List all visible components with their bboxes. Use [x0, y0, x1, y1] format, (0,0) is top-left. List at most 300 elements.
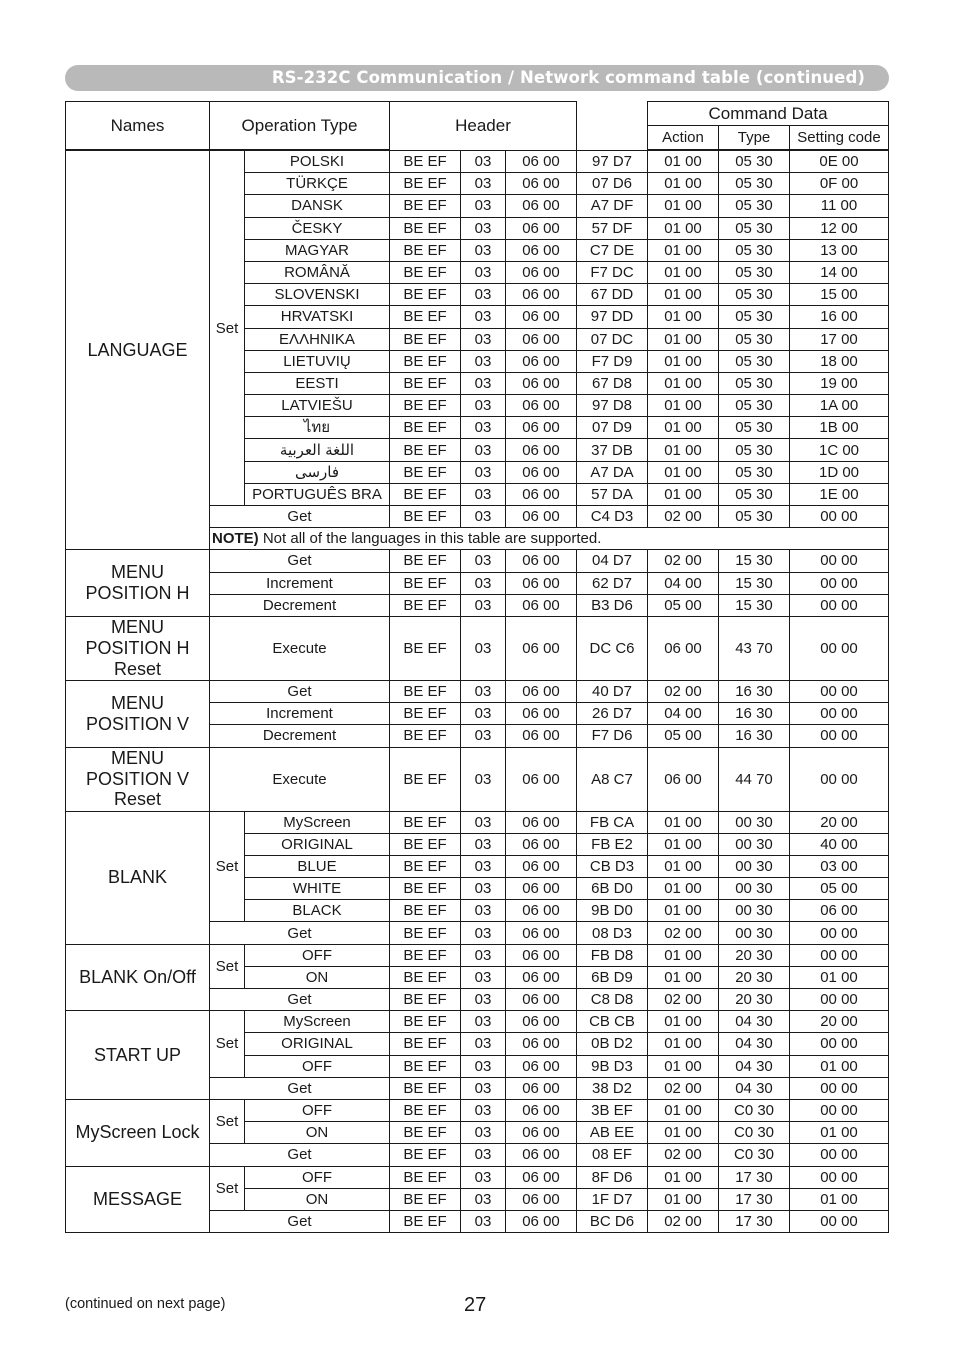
operation-cell: ON [245, 1188, 390, 1210]
type-cell: 16 30 [719, 680, 790, 702]
header-bytes-1: BE EF [390, 483, 461, 505]
operation-cell: Get [210, 680, 390, 702]
action-cell: 04 00 [648, 703, 719, 725]
header-bytes-2: 03 [461, 151, 506, 173]
type-cell: 43 70 [719, 616, 790, 680]
operation-cell: ON [245, 966, 390, 988]
crc-cell: A7 DA [577, 461, 648, 483]
command-table [65, 150, 889, 1233]
type-cell: 00 30 [719, 922, 790, 944]
header-bytes-1: BE EF [390, 572, 461, 594]
header-bytes-3: 06 00 [506, 239, 577, 261]
header-bytes-3: 06 00 [506, 680, 577, 702]
crc-cell: CB CB [577, 1011, 648, 1033]
header-bytes-1: BE EF [390, 747, 461, 811]
setting-code-cell: 00 00 [790, 1077, 889, 1099]
header-bytes-2: 03 [461, 195, 506, 217]
setting-code-cell: 01 00 [790, 966, 889, 988]
header-bytes-3: 06 00 [506, 833, 577, 855]
setting-code-cell: 00 00 [790, 1099, 889, 1121]
header-bytes-1: BE EF [390, 217, 461, 239]
type-cell: 05 30 [719, 350, 790, 372]
crc-cell: 40 D7 [577, 680, 648, 702]
operation-cell: Get [210, 550, 390, 572]
crc-cell: 67 DD [577, 284, 648, 306]
operation-cell: BLACK [245, 900, 390, 922]
table-row [66, 151, 889, 173]
crc-cell: C4 D3 [577, 506, 648, 528]
header-type: Type [719, 126, 790, 150]
crc-cell: C8 D8 [577, 989, 648, 1011]
setting-code-cell: 15 00 [790, 284, 889, 306]
type-cell: 04 30 [719, 1077, 790, 1099]
header-bytes-3: 06 00 [506, 1055, 577, 1077]
type-cell: 05 30 [719, 284, 790, 306]
action-cell: 01 00 [648, 173, 719, 195]
crc-cell: 07 D6 [577, 173, 648, 195]
operation-cell: ROMÂNĂ [245, 261, 390, 283]
header-bytes-3: 06 00 [506, 350, 577, 372]
crc-cell: 6B D9 [577, 966, 648, 988]
crc-cell: 08 EF [577, 1144, 648, 1166]
header-bytes-2: 03 [461, 173, 506, 195]
header-bytes-3: 06 00 [506, 306, 577, 328]
header-bytes-3: 06 00 [506, 284, 577, 306]
command-name: MENU POSITION V Reset [66, 747, 210, 811]
setting-code-cell: 0F 00 [790, 173, 889, 195]
header-bytes-1: BE EF [390, 173, 461, 195]
operation-cell: ไทย [245, 417, 390, 439]
action-cell: 02 00 [648, 1144, 719, 1166]
header-bytes-3: 06 00 [506, 855, 577, 877]
setting-code-cell: 00 00 [790, 1166, 889, 1188]
header-bytes-3: 06 00 [506, 461, 577, 483]
header-bytes-1: BE EF [390, 350, 461, 372]
crc-cell: 62 D7 [577, 572, 648, 594]
type-cell: 05 30 [719, 461, 790, 483]
action-cell: 01 00 [648, 439, 719, 461]
setting-code-cell: 00 00 [790, 1210, 889, 1232]
setting-code-cell: 00 00 [790, 572, 889, 594]
header-bytes-3: 06 00 [506, 372, 577, 394]
action-cell: 02 00 [648, 1077, 719, 1099]
type-cell: 05 30 [719, 506, 790, 528]
header-bytes-1: BE EF [390, 680, 461, 702]
type-cell: 05 30 [719, 483, 790, 505]
header-bytes-3: 06 00 [506, 944, 577, 966]
type-cell: 05 30 [719, 239, 790, 261]
operation-cell: Decrement [210, 594, 390, 616]
header-bytes-2: 03 [461, 1166, 506, 1188]
type-cell: 04 30 [719, 1055, 790, 1077]
header-bytes-3: 06 00 [506, 989, 577, 1011]
header-bytes-3: 06 00 [506, 151, 577, 173]
action-cell: 01 00 [648, 483, 719, 505]
table-row [66, 811, 889, 833]
crc-cell: 07 DC [577, 328, 648, 350]
header-bytes-2: 03 [461, 616, 506, 680]
header-bytes-1: BE EF [390, 1055, 461, 1077]
setting-code-cell: 00 00 [790, 594, 889, 616]
crc-cell: 08 D3 [577, 922, 648, 944]
crc-cell: F7 DC [577, 261, 648, 283]
header-header: Header [390, 102, 577, 150]
header-bytes-2: 03 [461, 306, 506, 328]
crc-cell: FB E2 [577, 833, 648, 855]
header-bytes-2: 03 [461, 1077, 506, 1099]
crc-cell: 8F D6 [577, 1166, 648, 1188]
setting-code-cell: 18 00 [790, 350, 889, 372]
header-bytes-2: 03 [461, 1055, 506, 1077]
crc-cell: DC C6 [577, 616, 648, 680]
header-bytes-2: 03 [461, 506, 506, 528]
setting-code-cell: 13 00 [790, 239, 889, 261]
header-bytes-3: 06 00 [506, 328, 577, 350]
crc-cell: CB D3 [577, 855, 648, 877]
header-bytes-1: BE EF [390, 284, 461, 306]
setting-code-cell: 00 00 [790, 550, 889, 572]
action-cell: 06 00 [648, 747, 719, 811]
header-bytes-2: 03 [461, 833, 506, 855]
header-bytes-2: 03 [461, 572, 506, 594]
setting-code-cell: 20 00 [790, 811, 889, 833]
operation-cell: ON [245, 1122, 390, 1144]
header-crc-gap [577, 102, 648, 150]
page-number: 27 [464, 1294, 487, 1316]
header-bytes-2: 03 [461, 550, 506, 572]
action-cell: 01 00 [648, 151, 719, 173]
header-bytes-2: 03 [461, 328, 506, 350]
type-cell: 05 30 [719, 151, 790, 173]
header-bytes-2: 03 [461, 922, 506, 944]
set-label: Set [210, 1011, 245, 1078]
action-cell: 01 00 [648, 833, 719, 855]
crc-cell: 37 DB [577, 439, 648, 461]
operation-cell: Increment [210, 572, 390, 594]
header-bytes-1: BE EF [390, 1033, 461, 1055]
operation-cell: MyScreen [245, 1011, 390, 1033]
crc-cell: A7 DF [577, 195, 648, 217]
type-cell: C0 30 [719, 1122, 790, 1144]
operation-cell: OFF [245, 1055, 390, 1077]
header-bytes-1: BE EF [390, 239, 461, 261]
header-bytes-1: BE EF [390, 417, 461, 439]
header-bytes-2: 03 [461, 944, 506, 966]
action-cell: 01 00 [648, 1166, 719, 1188]
header-bytes-2: 03 [461, 1033, 506, 1055]
setting-code-cell: 20 00 [790, 1011, 889, 1033]
crc-cell: F7 D6 [577, 725, 648, 747]
type-cell: 20 30 [719, 966, 790, 988]
command-name: MENU POSITION H Reset [66, 616, 210, 680]
setting-code-cell: 00 00 [790, 680, 889, 702]
header-names: Names [66, 102, 210, 150]
type-cell: 15 30 [719, 550, 790, 572]
action-cell: 02 00 [648, 680, 719, 702]
header-bytes-1: BE EF [390, 506, 461, 528]
operation-cell: OFF [245, 944, 390, 966]
header-bytes-2: 03 [461, 703, 506, 725]
type-cell: 15 30 [719, 572, 790, 594]
operation-cell: POLSKI [245, 151, 390, 173]
header-bytes-3: 06 00 [506, 747, 577, 811]
header-bytes-2: 03 [461, 966, 506, 988]
setting-code-cell: 1C 00 [790, 439, 889, 461]
header-bytes-3: 06 00 [506, 1210, 577, 1232]
header-setting-code: Setting code [790, 126, 889, 150]
header-action: Action [648, 126, 719, 150]
header-bytes-1: BE EF [390, 395, 461, 417]
operation-cell: MyScreen [245, 811, 390, 833]
header-bytes-2: 03 [461, 417, 506, 439]
header-bytes-3: 06 00 [506, 261, 577, 283]
header-bytes-1: BE EF [390, 1210, 461, 1232]
operation-cell: OFF [245, 1099, 390, 1121]
header-operation-type: Operation Type [210, 102, 390, 150]
table-row [66, 944, 889, 966]
action-cell: 04 00 [648, 572, 719, 594]
header-bytes-1: BE EF [390, 616, 461, 680]
operation-cell: فارسی [245, 461, 390, 483]
type-cell: 44 70 [719, 747, 790, 811]
header-bytes-2: 03 [461, 1210, 506, 1232]
header-bytes-3: 06 00 [506, 173, 577, 195]
type-cell: 17 30 [719, 1210, 790, 1232]
set-label: Set [210, 944, 245, 988]
operation-cell: Get [210, 1144, 390, 1166]
command-name: BLANK [66, 811, 210, 944]
table-row [66, 550, 889, 572]
crc-cell: 38 D2 [577, 1077, 648, 1099]
header-bytes-2: 03 [461, 747, 506, 811]
crc-cell: B3 D6 [577, 594, 648, 616]
operation-cell: اللغة العربية [245, 439, 390, 461]
set-label: Set [210, 1099, 245, 1143]
action-cell: 01 00 [648, 372, 719, 394]
header-bytes-3: 06 00 [506, 195, 577, 217]
command-name: MESSAGE [66, 1166, 210, 1233]
crc-cell: 97 DD [577, 306, 648, 328]
type-cell: 16 30 [719, 703, 790, 725]
action-cell: 02 00 [648, 506, 719, 528]
header-bytes-2: 03 [461, 811, 506, 833]
table-row [66, 1099, 889, 1121]
header-bytes-1: BE EF [390, 306, 461, 328]
header-bytes-1: BE EF [390, 1099, 461, 1121]
crc-cell: 0B D2 [577, 1033, 648, 1055]
crc-cell: C7 DE [577, 239, 648, 261]
header-bytes-1: BE EF [390, 878, 461, 900]
header-bytes-2: 03 [461, 483, 506, 505]
type-cell: 05 30 [719, 261, 790, 283]
action-cell: 01 00 [648, 878, 719, 900]
crc-cell: 6B D0 [577, 878, 648, 900]
action-cell: 01 00 [648, 461, 719, 483]
crc-cell: 1F D7 [577, 1188, 648, 1210]
operation-cell: ORIGINAL [245, 1033, 390, 1055]
crc-cell: 04 D7 [577, 550, 648, 572]
command-name: START UP [66, 1011, 210, 1100]
header-bytes-3: 06 00 [506, 1011, 577, 1033]
table-row [66, 616, 889, 680]
header-bytes-3: 06 00 [506, 217, 577, 239]
setting-code-cell: 14 00 [790, 261, 889, 283]
action-cell: 01 00 [648, 261, 719, 283]
setting-code-cell: 01 00 [790, 1122, 889, 1144]
crc-cell: 57 DA [577, 483, 648, 505]
setting-code-cell: 12 00 [790, 217, 889, 239]
header-bytes-1: BE EF [390, 594, 461, 616]
action-cell: 01 00 [648, 395, 719, 417]
type-cell: 15 30 [719, 594, 790, 616]
action-cell: 01 00 [648, 284, 719, 306]
operation-cell: TÜRKÇE [245, 173, 390, 195]
setting-code-cell: 17 00 [790, 328, 889, 350]
setting-code-cell: 40 00 [790, 833, 889, 855]
operation-cell: MAGYAR [245, 239, 390, 261]
setting-code-cell: 0E 00 [790, 151, 889, 173]
operation-cell: OFF [245, 1166, 390, 1188]
header-bytes-2: 03 [461, 217, 506, 239]
setting-code-cell: 00 00 [790, 1144, 889, 1166]
operation-cell: DANSK [245, 195, 390, 217]
header-bytes-1: BE EF [390, 195, 461, 217]
crc-cell: FB CA [577, 811, 648, 833]
action-cell: 01 00 [648, 1033, 719, 1055]
header-bytes-1: BE EF [390, 811, 461, 833]
header-bytes-2: 03 [461, 680, 506, 702]
action-cell: 01 00 [648, 1099, 719, 1121]
type-cell: 17 30 [719, 1188, 790, 1210]
crc-cell: 3B EF [577, 1099, 648, 1121]
operation-cell: SLOVENSKI [245, 284, 390, 306]
header-bytes-2: 03 [461, 725, 506, 747]
header-bytes-3: 06 00 [506, 922, 577, 944]
action-cell: 01 00 [648, 350, 719, 372]
header-bytes-2: 03 [461, 1099, 506, 1121]
header-bytes-3: 06 00 [506, 725, 577, 747]
type-cell: 05 30 [719, 439, 790, 461]
header-bytes-1: BE EF [390, 922, 461, 944]
header-bytes-1: BE EF [390, 151, 461, 173]
type-cell: 00 30 [719, 900, 790, 922]
header-bytes-3: 06 00 [506, 417, 577, 439]
header-command-data: Command Data [648, 102, 889, 126]
type-cell: 17 30 [719, 1166, 790, 1188]
crc-cell: 67 D8 [577, 372, 648, 394]
setting-code-cell: 00 00 [790, 506, 889, 528]
command-name: MENU POSITION H [66, 550, 210, 617]
type-cell: 05 30 [719, 395, 790, 417]
header-bytes-2: 03 [461, 261, 506, 283]
type-cell: 04 30 [719, 1033, 790, 1055]
operation-cell: EESTI [245, 372, 390, 394]
command-name: MyScreen Lock [66, 1099, 210, 1166]
header-bytes-3: 06 00 [506, 1144, 577, 1166]
operation-cell: Get [210, 506, 390, 528]
header-bytes-3: 06 00 [506, 550, 577, 572]
section-title: RS-232C Communication / Network command table (continued) [271, 68, 865, 87]
setting-code-cell: 00 00 [790, 616, 889, 680]
action-cell: 02 00 [648, 922, 719, 944]
crc-cell: 07 D9 [577, 417, 648, 439]
setting-code-cell: 00 00 [790, 747, 889, 811]
setting-code-cell: 1A 00 [790, 395, 889, 417]
header-bytes-1: BE EF [390, 989, 461, 1011]
action-cell: 02 00 [648, 989, 719, 1011]
header-bytes-1: BE EF [390, 833, 461, 855]
header-bytes-1: BE EF [390, 1122, 461, 1144]
action-cell: 01 00 [648, 217, 719, 239]
table-header [65, 101, 889, 150]
setting-code-cell: 1D 00 [790, 461, 889, 483]
type-cell: 20 30 [719, 944, 790, 966]
crc-cell: 97 D7 [577, 151, 648, 173]
header-bytes-3: 06 00 [506, 1099, 577, 1121]
header-bytes-2: 03 [461, 350, 506, 372]
header-bytes-1: BE EF [390, 1166, 461, 1188]
operation-cell: WHITE [245, 878, 390, 900]
setting-code-cell: 00 00 [790, 703, 889, 725]
action-cell: 01 00 [648, 195, 719, 217]
header-bytes-1: BE EF [390, 900, 461, 922]
type-cell: 00 30 [719, 855, 790, 877]
header-bytes-1: BE EF [390, 439, 461, 461]
type-cell: 20 30 [719, 989, 790, 1011]
header-bytes-3: 06 00 [506, 572, 577, 594]
table-row [66, 680, 889, 702]
note-text: Not all of the languages in this table are supported. [258, 530, 602, 548]
type-cell: 16 30 [719, 725, 790, 747]
header-bytes-3: 06 00 [506, 811, 577, 833]
header-bytes-1: BE EF [390, 1077, 461, 1099]
action-cell: 06 00 [648, 616, 719, 680]
header-bytes-3: 06 00 [506, 703, 577, 725]
header-bytes-3: 06 00 [506, 395, 577, 417]
operation-cell: ČESKY [245, 217, 390, 239]
header-bytes-2: 03 [461, 878, 506, 900]
setting-code-cell: 00 00 [790, 725, 889, 747]
table-row [66, 1166, 889, 1188]
header-bytes-2: 03 [461, 461, 506, 483]
header-bytes-2: 03 [461, 1188, 506, 1210]
crc-cell: 97 D8 [577, 395, 648, 417]
setting-code-cell: 00 00 [790, 922, 889, 944]
header-bytes-2: 03 [461, 1144, 506, 1166]
setting-code-cell: 16 00 [790, 306, 889, 328]
table-row [66, 1011, 889, 1033]
action-cell: 01 00 [648, 811, 719, 833]
type-cell: 04 30 [719, 1011, 790, 1033]
action-cell: 01 00 [648, 1011, 719, 1033]
action-cell: 05 00 [648, 725, 719, 747]
header-bytes-1: BE EF [390, 725, 461, 747]
header-bytes-1: BE EF [390, 855, 461, 877]
language-note [210, 528, 889, 550]
setting-code-cell: 00 00 [790, 944, 889, 966]
header-bytes-1: BE EF [390, 550, 461, 572]
header-bytes-1: BE EF [390, 1188, 461, 1210]
header-bytes-3: 06 00 [506, 1033, 577, 1055]
command-name: BLANK On/Off [66, 944, 210, 1011]
operation-cell: PORTUGUÊS BRA [245, 483, 390, 505]
type-cell: 00 30 [719, 878, 790, 900]
header-bytes-1: BE EF [390, 966, 461, 988]
set-label: Set [210, 811, 245, 922]
crc-cell: AB EE [577, 1122, 648, 1144]
header-bytes-2: 03 [461, 439, 506, 461]
action-cell: 01 00 [648, 966, 719, 988]
